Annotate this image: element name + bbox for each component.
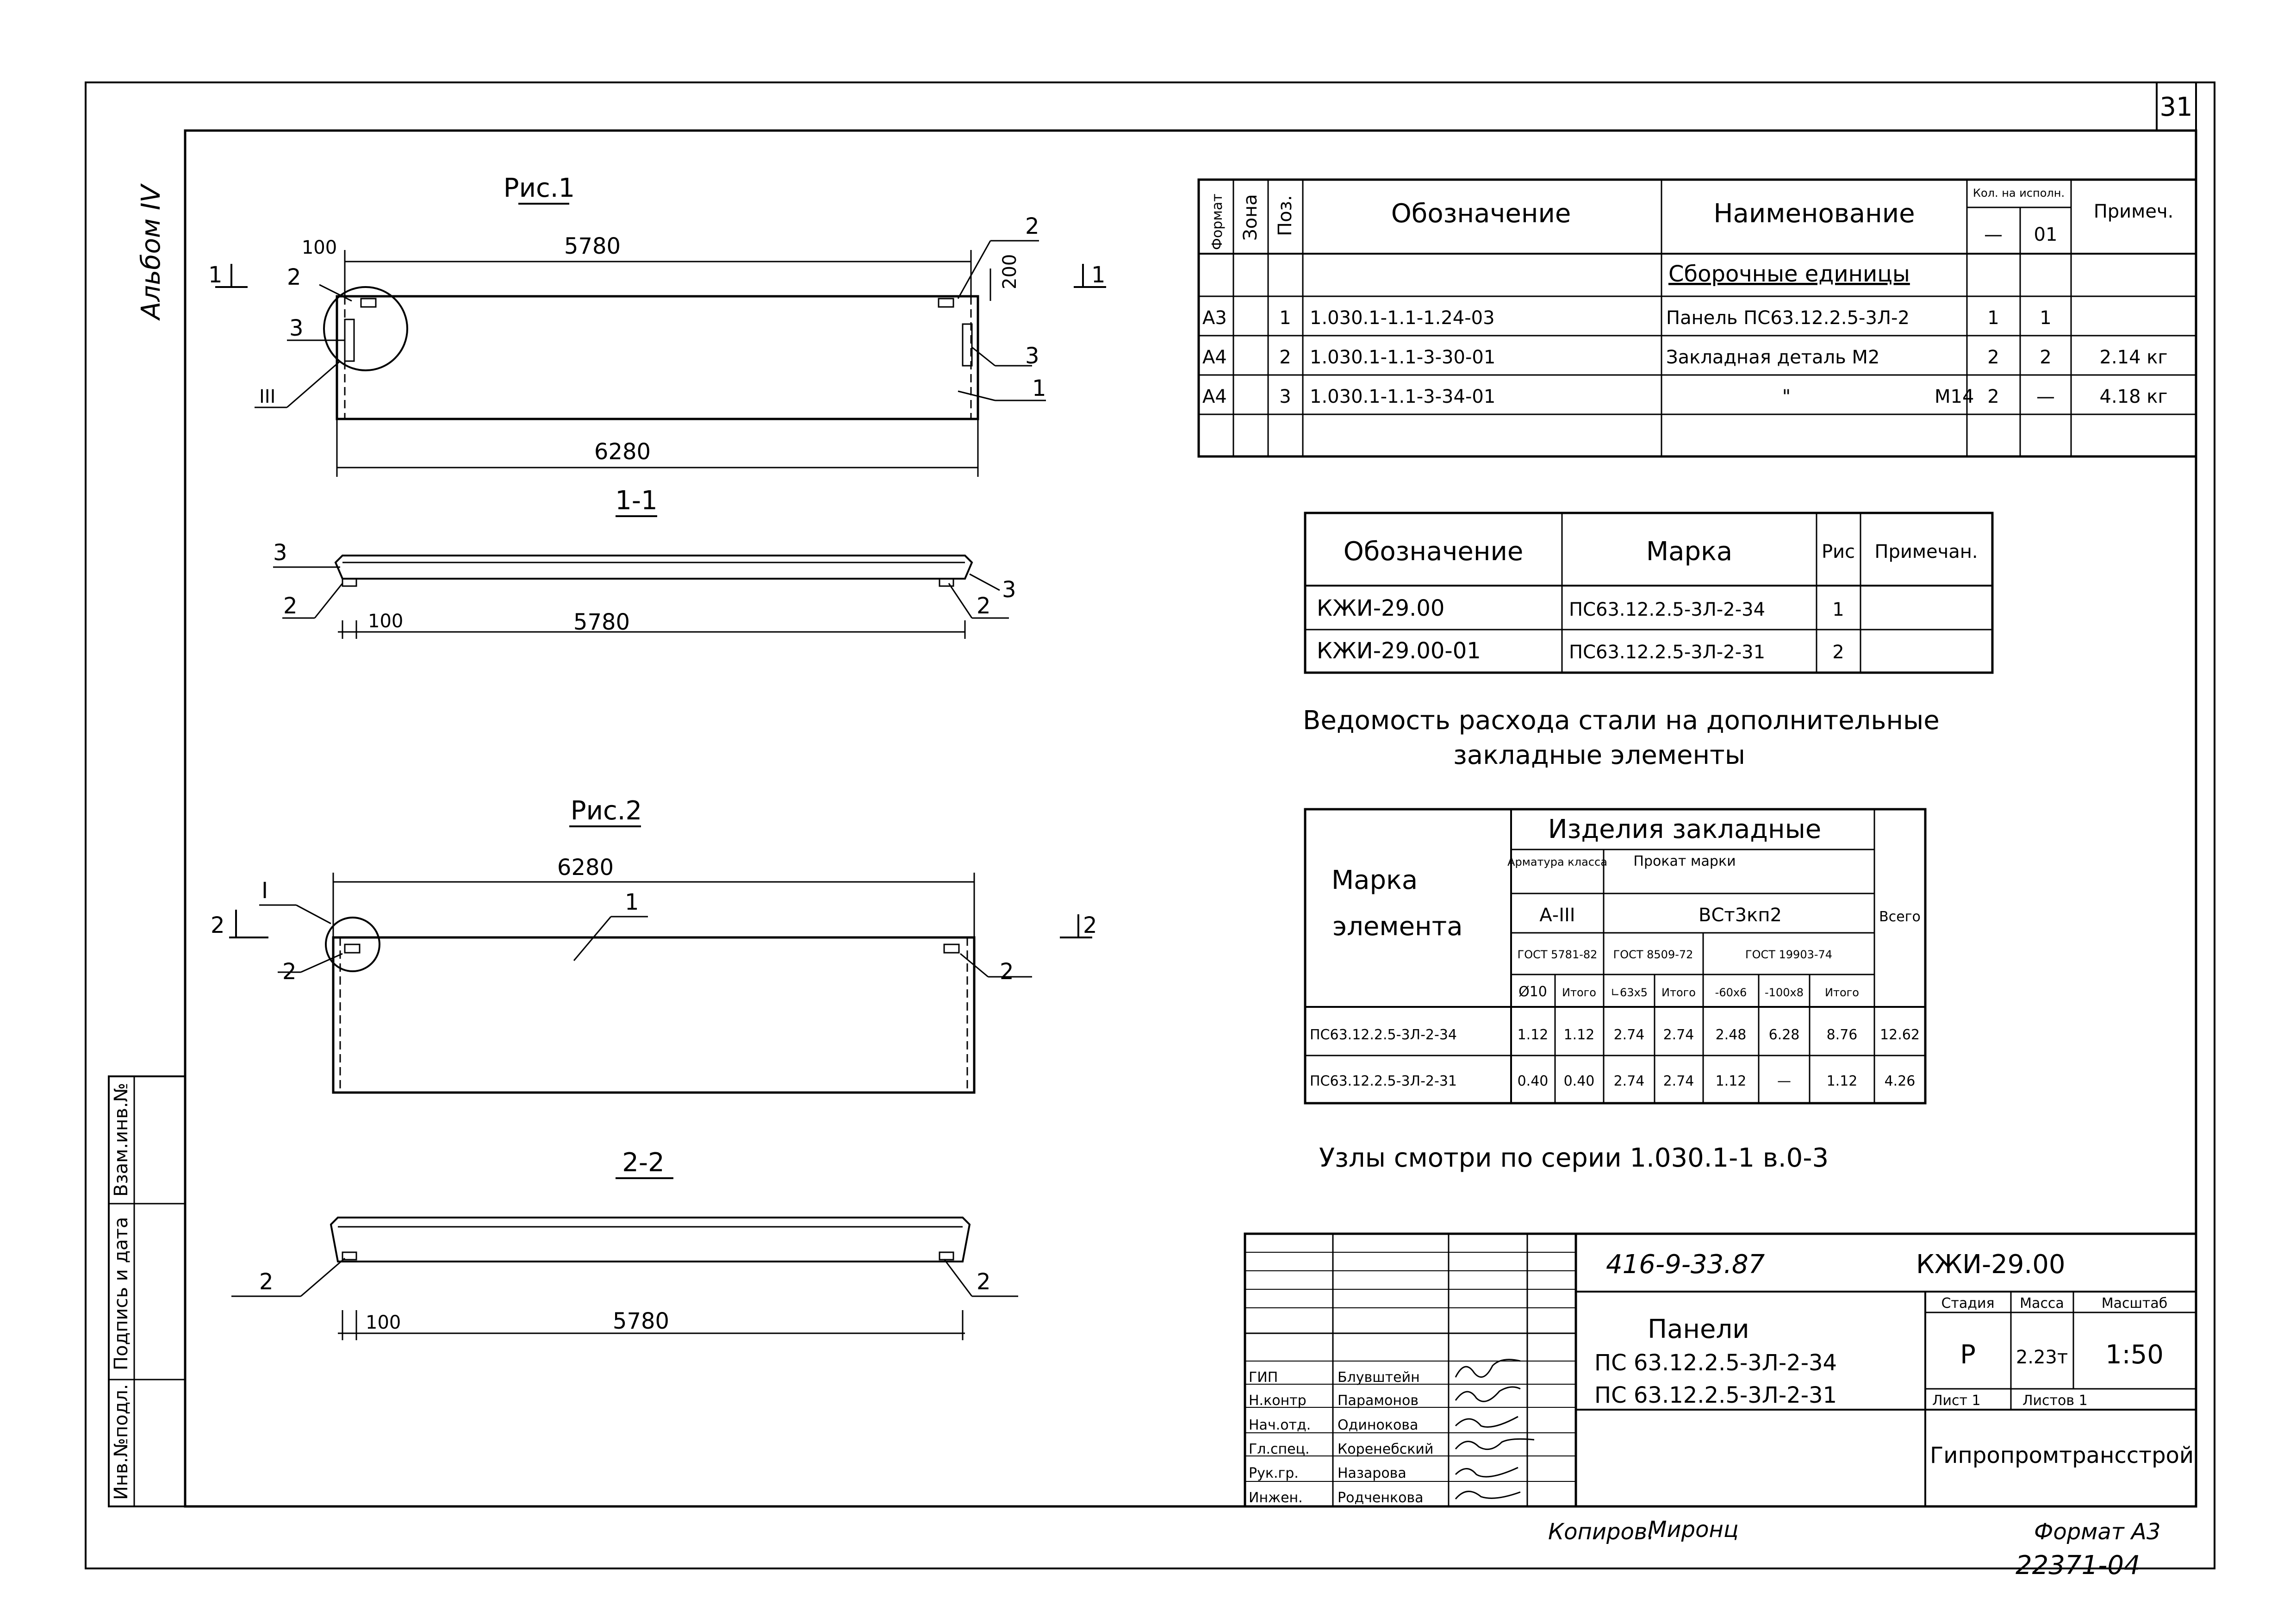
svg-text:Инжен.: Инжен. [1249, 1490, 1303, 1506]
side-stamp-replace: Взам.инв.№ [111, 1082, 132, 1197]
svg-text:Обозначение: Обозначение [1343, 537, 1524, 567]
svg-text:Нач.отд.: Нач.отд. [1249, 1417, 1311, 1433]
svg-text:1: 1 [1279, 307, 1291, 329]
svg-text:-100х8: -100х8 [1765, 986, 1804, 999]
svg-text:Ø10: Ø10 [1518, 984, 1547, 1000]
svg-text:Сборочные единицы: Сборочные единицы [1668, 261, 1910, 287]
svg-text:ПС63.12.2.5-3Л-2-34: ПС63.12.2.5-3Л-2-34 [1310, 1027, 1457, 1043]
svg-text:1.12: 1.12 [1715, 1073, 1747, 1089]
svg-text:Формат: Формат [1209, 194, 1226, 250]
title-block [1245, 1234, 2196, 1506]
tb-name-l1: ПС 63.12.2.5-3Л-2-34 [1594, 1350, 1837, 1376]
tb-doc: КЖИ-29.00 [1916, 1249, 2066, 1280]
fig1-label-1: 1 [1032, 375, 1046, 401]
svg-text:Примечан.: Примечан. [1874, 541, 1978, 562]
svg-text:Одинокова: Одинокова [1338, 1417, 1419, 1433]
svg-text:—: — [1777, 1073, 1791, 1089]
svg-text:Блувштейн: Блувштейн [1338, 1369, 1420, 1386]
svg-text:0.40: 0.40 [1563, 1073, 1595, 1089]
svg-text:ГИП: ГИП [1249, 1369, 1278, 1386]
svg-text:Листов 1: Листов 1 [2022, 1393, 2088, 1409]
sec11-label-2l: 2 [283, 593, 298, 619]
svg-text:Назарова: Назарова [1338, 1465, 1406, 1481]
svg-text:12.62: 12.62 [1880, 1027, 1920, 1043]
fig2-panel [333, 937, 974, 1093]
svg-text:2: 2 [1279, 347, 1291, 368]
svg-text:Парамонов: Парамонов [1338, 1393, 1419, 1409]
tb-name-l2: ПС 63.12.2.5-3Л-2-31 [1594, 1382, 1837, 1408]
steel-title-2: закладные элементы [1453, 740, 1745, 770]
svg-text:Итого: Итого [1825, 986, 1859, 999]
svg-text:Н.контр: Н.контр [1249, 1393, 1307, 1409]
sec22-profile [331, 1218, 970, 1262]
sec11-label-3l: 3 [273, 540, 287, 566]
svg-text:ПС63.12.2.5-3Л-2-31: ПС63.12.2.5-3Л-2-31 [1310, 1073, 1457, 1089]
svg-text:Примеч.: Примеч. [2093, 201, 2174, 222]
fig1-dim-left: 100 [301, 237, 337, 258]
svg-text:А4: А4 [1202, 347, 1227, 368]
svg-text:2.74: 2.74 [1663, 1073, 1694, 1089]
sec11-label-3r: 3 [1002, 577, 1016, 603]
sec11-profile [336, 556, 972, 579]
album-label: Альбом IV [136, 185, 166, 319]
svg-text:Стадия: Стадия [1941, 1295, 1995, 1312]
svg-text:Итого: Итого [1562, 986, 1596, 999]
inner-frame [185, 131, 2196, 1506]
svg-text:ПС63.12.2.5-3Л-2-31: ПС63.12.2.5-3Л-2-31 [1569, 642, 1766, 663]
fig2-label-1: 1 [625, 889, 639, 915]
svg-text:Арматура класса: Арматура класса [1507, 856, 1607, 868]
svg-text:2.74: 2.74 [1613, 1073, 1645, 1089]
svg-text:Зона: Зона [1240, 194, 1261, 241]
fig2-label-node: I [261, 878, 268, 904]
svg-text:Лист 1: Лист 1 [1932, 1393, 1981, 1409]
footer-format: Формат А3 [2034, 1519, 2161, 1545]
svg-text:Масса: Масса [2020, 1295, 2064, 1312]
sec11-dim-left: 100 [368, 611, 404, 632]
fig2-dim-top: 6280 [557, 855, 614, 881]
side-stamp-inv: Инв.№подл. [111, 1384, 132, 1500]
sec22-label-2l: 2 [259, 1269, 274, 1295]
svg-text:Панель ПС63.12.2.5-3Л-2: Панель ПС63.12.2.5-3Л-2 [1666, 307, 1910, 329]
svg-text:3: 3 [1279, 386, 1291, 407]
nodes-note: Узлы смотри по серии 1.030.1-1 в.0-3 [1319, 1143, 1829, 1173]
svg-text:Масштаб: Масштаб [2101, 1295, 2168, 1312]
svg-text:2.74: 2.74 [1663, 1027, 1694, 1043]
svg-text:элемента: элемента [1332, 912, 1463, 942]
svg-text:1.030.1-1.1-3-34-01: 1.030.1-1.1-3-34-01 [1310, 386, 1496, 407]
fig2-section-mark-r: 2 [1083, 912, 1097, 938]
svg-text:Изделия закладные: Изделия закладные [1548, 814, 1822, 844]
svg-text:2.23т: 2.23т [2016, 1347, 2068, 1368]
svg-text:Закладная деталь М2: Закладная деталь М2 [1666, 347, 1880, 368]
fig1-label-2r: 2 [1025, 213, 1039, 239]
sec11-label-2r: 2 [977, 593, 991, 619]
svg-text:М14: М14 [1935, 386, 1974, 407]
side-stamp-sign: Подпись и дата [111, 1217, 132, 1370]
sec22-dim-main: 5780 [612, 1308, 670, 1334]
svg-text:ГОСТ 8509-72: ГОСТ 8509-72 [1613, 948, 1693, 961]
svg-text:Марка: Марка [1331, 865, 1418, 895]
tb-name: Панели [1648, 1314, 1749, 1344]
fig1-dim-top: 5780 [564, 233, 621, 259]
fig1-label-2l: 2 [287, 264, 301, 290]
svg-text:4.18 кг: 4.18 кг [2099, 386, 2168, 407]
fig1-label-node: III [259, 386, 276, 407]
svg-text:—: — [2036, 386, 2055, 407]
svg-text:1: 1 [2040, 307, 2052, 329]
fig1-label-3l: 3 [289, 315, 304, 341]
fig1-panel [337, 296, 978, 419]
svg-text:КЖИ-29.00: КЖИ-29.00 [1317, 595, 1445, 621]
svg-text:2: 2 [2040, 347, 2052, 368]
sec22-label-2r: 2 [977, 1269, 991, 1295]
svg-text:2: 2 [1987, 347, 1999, 368]
svg-text:КЖИ-29.00-01: КЖИ-29.00-01 [1317, 638, 1481, 664]
sec11-title: 1-1 [615, 486, 658, 516]
svg-text:Обозначение: Обозначение [1391, 199, 1571, 229]
svg-text:1.12: 1.12 [1826, 1073, 1858, 1089]
fig1-section-mark-r: 1 [1091, 262, 1106, 288]
svg-text:Рук.гр.: Рук.гр. [1249, 1465, 1299, 1481]
footer-copier-sig: Миронц [1648, 1517, 1739, 1543]
svg-text:∟63х5: ∟63х5 [1610, 986, 1648, 999]
tb-code: 416-9-33.87 [1606, 1249, 1765, 1280]
svg-text:1.030.1-1.1-3-30-01: 1.030.1-1.1-3-30-01 [1310, 347, 1496, 368]
outer-frame [86, 82, 2215, 1568]
svg-text:0.40: 0.40 [1517, 1073, 1549, 1089]
svg-text:2.74: 2.74 [1613, 1027, 1645, 1043]
svg-text:А3: А3 [1202, 307, 1227, 329]
svg-text:А4: А4 [1202, 386, 1227, 407]
fig2-title: Рис.2 [570, 796, 642, 826]
fig2-label-2r: 2 [1000, 959, 1014, 985]
svg-text:1.030.1-1.1-1.24-03: 1.030.1-1.1-1.24-03 [1310, 307, 1495, 329]
svg-text:Марка: Марка [1646, 537, 1733, 567]
fig1-title: Рис.1 [503, 173, 575, 203]
steel-table [1305, 809, 1925, 1103]
footer-inv: 22371-04 [2016, 1550, 2140, 1580]
svg-text:2.14 кг: 2.14 кг [2099, 347, 2168, 368]
fig1-dim-bottom: 6280 [594, 439, 651, 465]
svg-text:—: — [1984, 224, 2003, 245]
sec22-dim-left: 100 [366, 1312, 401, 1333]
tb-org: Гипропромтрансстрой [1930, 1443, 2194, 1468]
svg-text:Кол. на исполн.: Кол. на исполн. [1972, 187, 2065, 200]
svg-text:Поз.: Поз. [1275, 195, 1296, 236]
svg-text:Прокат марки: Прокат марки [1633, 853, 1736, 869]
footer-copied: Копиров. [1548, 1519, 1655, 1545]
sec11-dim-main: 5780 [573, 609, 630, 635]
svg-text:2.48: 2.48 [1715, 1027, 1747, 1043]
steel-title-1: Ведомость расхода стали на дополнительные [1303, 706, 1940, 736]
spec-table [1199, 180, 2196, 456]
svg-text:Всего: Всего [1879, 909, 1921, 925]
svg-text:Итого: Итого [1661, 986, 1696, 999]
fig1-section-mark-l: 1 [208, 262, 223, 288]
sheet-number: 31 [2159, 92, 2193, 122]
svg-text:2: 2 [1832, 642, 1844, 663]
fig2-section-mark-l: 2 [211, 912, 225, 938]
svg-text:Р: Р [1960, 1340, 1976, 1370]
svg-text:Наименование: Наименование [1713, 199, 1915, 229]
svg-text:1.12: 1.12 [1563, 1027, 1595, 1043]
svg-text:2: 2 [1987, 386, 1999, 407]
svg-text:1: 1 [1987, 307, 1999, 329]
svg-text:1.12: 1.12 [1517, 1027, 1549, 1043]
svg-text:-60х6: -60х6 [1715, 986, 1747, 999]
marks-table [1305, 513, 1992, 673]
svg-text:ГОСТ 19903-74: ГОСТ 19903-74 [1745, 948, 1833, 961]
svg-text:ВСт3кп2: ВСт3кп2 [1699, 905, 1782, 926]
svg-text:ПС63.12.2.5-3Л-2-34: ПС63.12.2.5-3Л-2-34 [1569, 599, 1766, 620]
svg-text:Коренебский: Коренебский [1338, 1441, 1434, 1457]
svg-text:6.28: 6.28 [1768, 1027, 1800, 1043]
svg-text:Родченкова: Родченкова [1338, 1490, 1424, 1506]
fig1-label-3r: 3 [1025, 343, 1039, 369]
svg-text:8.76: 8.76 [1826, 1027, 1858, 1043]
svg-text:01: 01 [2034, 224, 2058, 245]
svg-text:1: 1 [1832, 599, 1844, 620]
svg-text:Гл.спец.: Гл.спец. [1249, 1441, 1310, 1457]
svg-text:Рис: Рис [1821, 541, 1855, 562]
fig2-label-2l: 2 [282, 959, 297, 985]
sec22-title: 2-2 [622, 1148, 665, 1178]
svg-text:А-III: А-III [1539, 905, 1575, 926]
fig1-dim-height: 200 [999, 254, 1020, 289]
svg-text:": " [1782, 386, 1791, 407]
svg-text:1:50: 1:50 [2105, 1340, 2164, 1370]
svg-text:ГОСТ 5781-82: ГОСТ 5781-82 [1517, 948, 1598, 961]
svg-text:4.26: 4.26 [1884, 1073, 1916, 1089]
